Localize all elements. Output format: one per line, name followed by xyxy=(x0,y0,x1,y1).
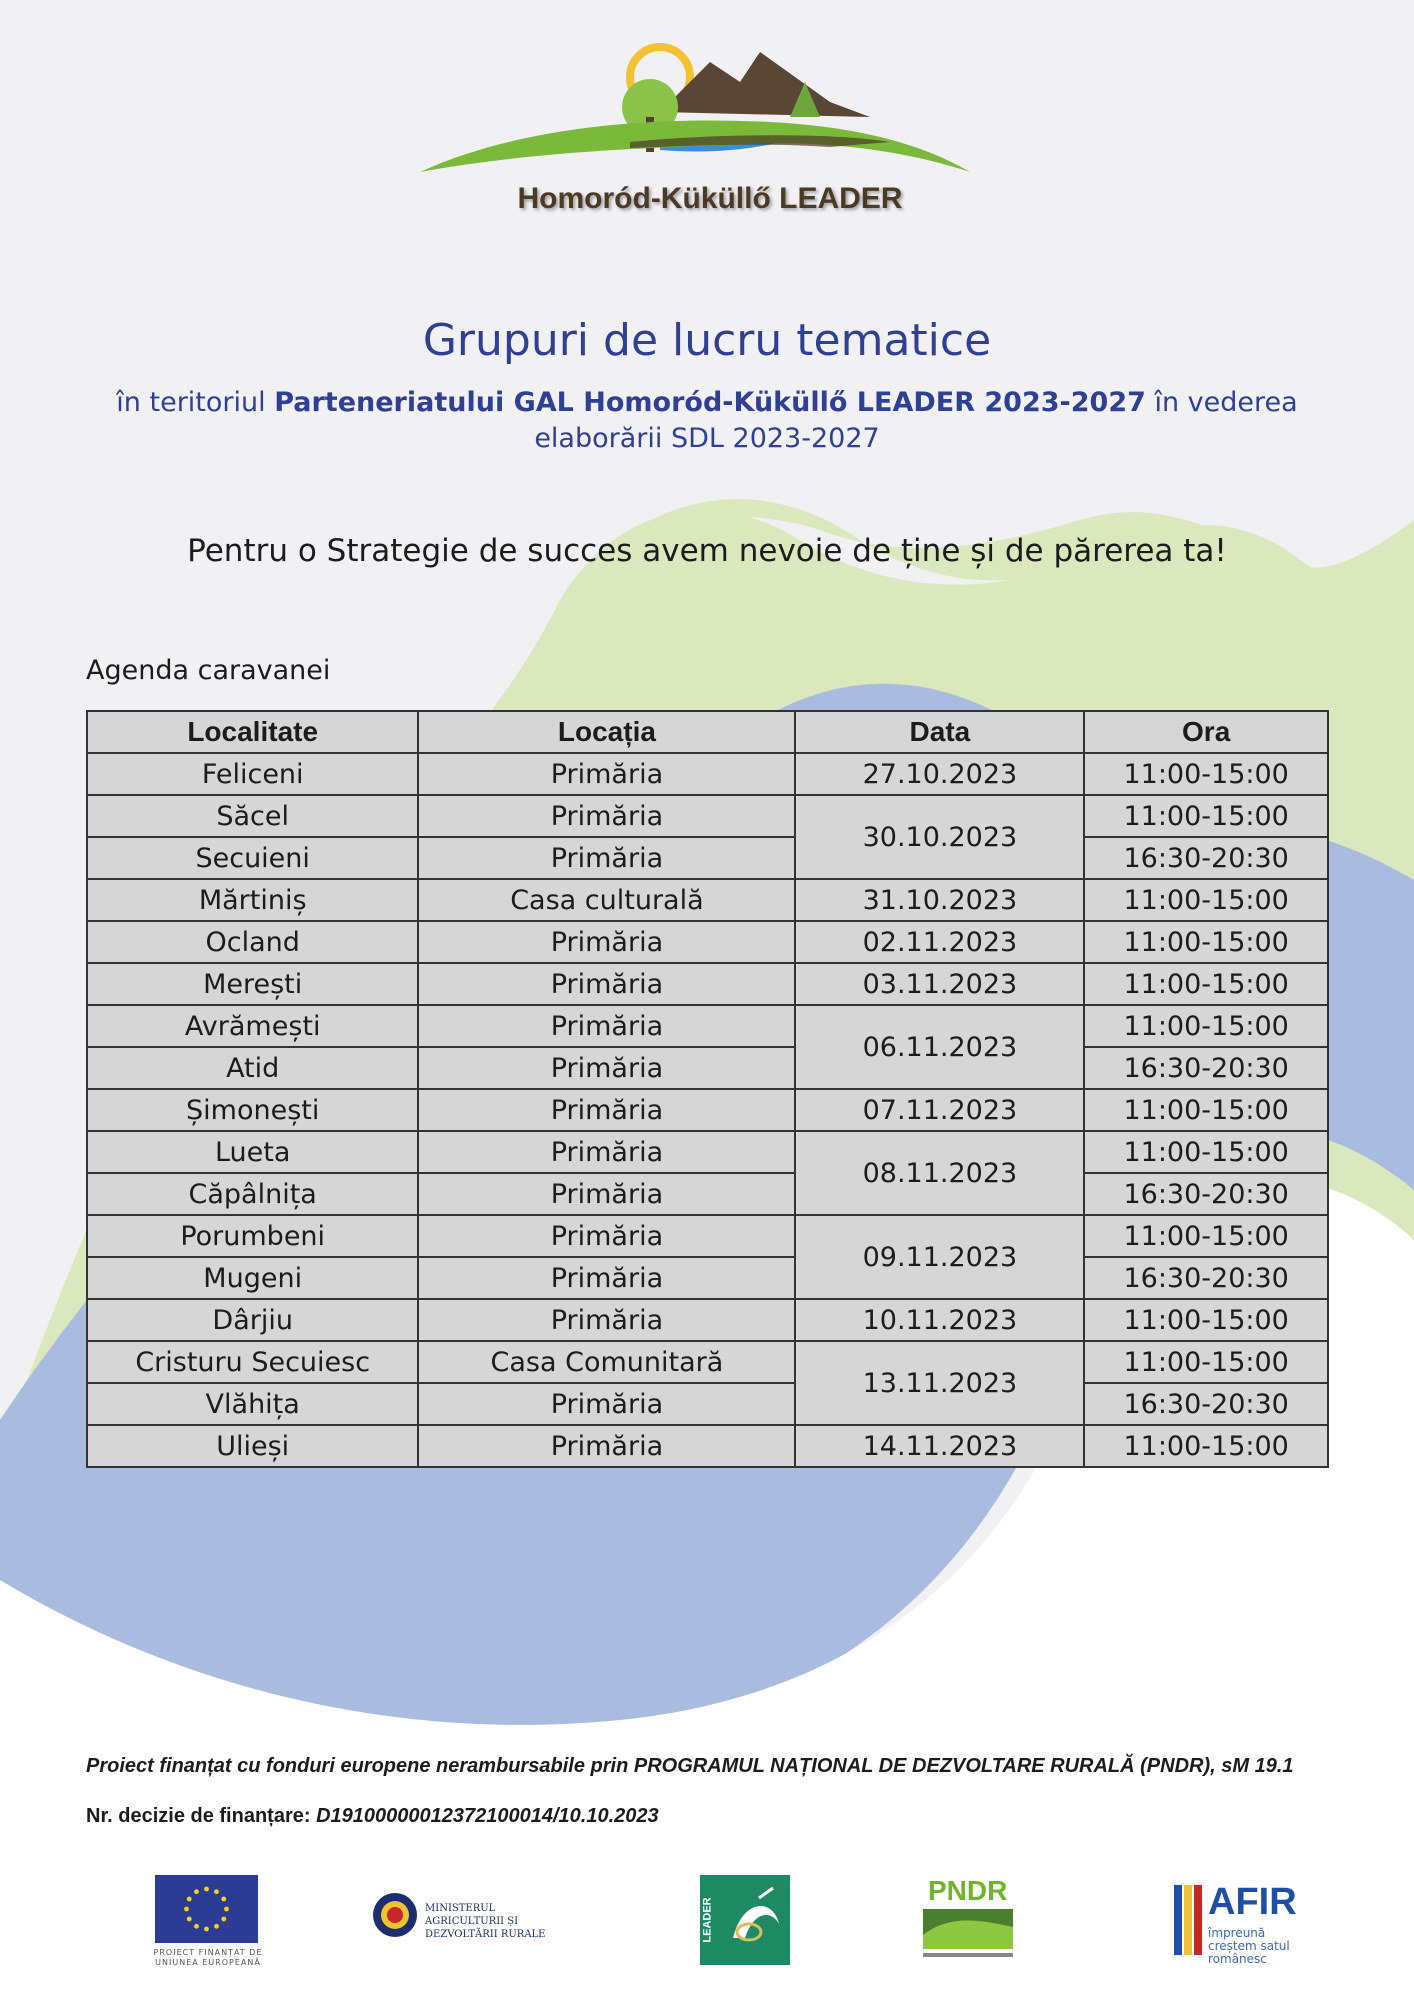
cell-locatia: Primăria xyxy=(418,1131,795,1173)
homorod-kukullo-leader-logo xyxy=(410,22,1010,237)
cell-ora: 11:00-15:00 xyxy=(1084,921,1328,963)
cell-locatia: Primăria xyxy=(418,795,795,837)
cell-data: 13.11.2023 xyxy=(795,1341,1084,1425)
cell-data: 31.10.2023 xyxy=(795,879,1084,921)
leader-text: LEADER xyxy=(701,1897,714,1943)
table-row xyxy=(87,837,1328,879)
cell-ora: 16:30-20:30 xyxy=(1084,1047,1328,1089)
cell-localitate: Căpâlnița xyxy=(87,1173,418,1215)
cell-localitate: Săcel xyxy=(87,795,418,837)
afir-slogan: împreună creștem satul românesc xyxy=(1208,1926,1290,1966)
cell-localitate: Dârjiu xyxy=(87,1299,418,1341)
cell-locatia: Primăria xyxy=(418,1173,795,1215)
cell-locatia: Primăria xyxy=(418,963,795,1005)
table-header-row xyxy=(87,711,1328,753)
cell-data: 02.11.2023 xyxy=(795,921,1084,963)
table-row xyxy=(87,1299,1328,1341)
slogan: Pentru o Strategie de succes avem nevoie de ține și de părerea ta! xyxy=(187,533,1227,569)
table-row xyxy=(87,1257,1328,1299)
subtitle-bold: Parteneriatului GAL Homoród-Küküllő LEADER 2023-2027 xyxy=(274,387,1146,418)
financing-decision xyxy=(86,1805,659,1828)
afir-text: AFIR xyxy=(1208,1881,1297,1923)
ministry-agriculture-logo xyxy=(370,1890,570,1944)
cell-ora: 16:30-20:30 xyxy=(1084,837,1328,879)
leader-logo xyxy=(700,1875,790,1965)
cell-ora: 11:00-15:00 xyxy=(1084,963,1328,1005)
cell-ora: 11:00-15:00 xyxy=(1084,1215,1328,1257)
header-data: Data xyxy=(795,711,1084,753)
cell-localitate: Secuieni xyxy=(87,837,418,879)
cell-locatia: Primăria xyxy=(418,1005,795,1047)
funding-note: Proiect finanțat cu fonduri europene nerambursabile prin PROGRAMUL NAȚIONAL DE DEZVOLTARE RURALĂ (PNDR), sM 19.1 xyxy=(86,1755,1294,1777)
cell-locatia: Primăria xyxy=(418,753,795,795)
table-row xyxy=(87,795,1328,837)
table-row xyxy=(87,879,1328,921)
table-row xyxy=(87,753,1328,795)
cell-ora: 11:00-15:00 xyxy=(1084,1089,1328,1131)
pndr-text: PNDR xyxy=(928,1875,1008,1906)
cell-data: 06.11.2023 xyxy=(795,1005,1084,1089)
cell-data: 30.10.2023 xyxy=(795,795,1084,879)
decision-label: Nr. decizie de finanțare: xyxy=(86,1805,317,1827)
cell-data: 09.11.2023 xyxy=(795,1215,1084,1299)
cell-localitate: Cristuru Secuiesc xyxy=(87,1341,418,1383)
table-row xyxy=(87,1131,1328,1173)
pndr-landscape-icon xyxy=(918,1875,1018,1965)
table-row xyxy=(87,921,1328,963)
cell-locatia: Primăria xyxy=(418,837,795,879)
cell-ora: 11:00-15:00 xyxy=(1084,879,1328,921)
cell-ora: 11:00-15:00 xyxy=(1084,1299,1328,1341)
eu-stars-icon xyxy=(155,1875,258,1943)
cell-localitate: Feliceni xyxy=(87,753,418,795)
page-subtitle xyxy=(70,385,1344,457)
cell-locatia: Primăria xyxy=(418,1383,795,1425)
cell-locatia: Primăria xyxy=(418,1425,795,1467)
cell-ora: 16:30-20:30 xyxy=(1084,1383,1328,1425)
cell-locatia: Casa culturală xyxy=(418,879,795,921)
leader-emblem-icon xyxy=(703,1878,787,1962)
subtitle-prefix: în teritoriul xyxy=(116,387,275,418)
cell-localitate: Avrămești xyxy=(87,1005,418,1047)
cell-ora: 11:00-15:00 xyxy=(1084,753,1328,795)
logo-graphic xyxy=(410,22,1010,192)
cell-data: 27.10.2023 xyxy=(795,753,1084,795)
table-row xyxy=(87,963,1328,1005)
ministry-text: MINISTERUL AGRICULTURII ȘI DEZVOLTĂRII RURALE xyxy=(425,1903,546,1940)
header-locatia: Locația xyxy=(418,711,795,753)
cell-ora: 11:00-15:00 xyxy=(1084,1341,1328,1383)
eu-flag-logo xyxy=(155,1875,258,1943)
cell-ora: 11:00-15:00 xyxy=(1084,795,1328,837)
cell-data: 14.11.2023 xyxy=(795,1425,1084,1467)
afir-logo xyxy=(1170,1875,1310,1965)
cell-data: 07.11.2023 xyxy=(795,1089,1084,1131)
cell-ora: 11:00-15:00 xyxy=(1084,1131,1328,1173)
table-row xyxy=(87,1383,1328,1425)
page-title: Grupuri de lucru tematice xyxy=(422,315,992,366)
subtitle-suffix: în vederea elaborării SDL 2023-2027 xyxy=(534,387,1298,454)
ministry-emblem-icon xyxy=(370,1890,420,1940)
table-row xyxy=(87,1005,1328,1047)
cell-ora: 16:30-20:30 xyxy=(1084,1173,1328,1215)
cell-localitate: Atid xyxy=(87,1047,418,1089)
cell-localitate: Mugeni xyxy=(87,1257,418,1299)
table-row xyxy=(87,1215,1328,1257)
cell-localitate: Șimonești xyxy=(87,1089,418,1131)
cell-data: 03.11.2023 xyxy=(795,963,1084,1005)
header-localitate: Localitate xyxy=(87,711,418,753)
cell-ora: 16:30-20:30 xyxy=(1084,1257,1328,1299)
cell-locatia: Primăria xyxy=(418,1299,795,1341)
cell-locatia: Primăria xyxy=(418,1215,795,1257)
table-row xyxy=(87,1047,1328,1089)
cell-localitate: Vlăhița xyxy=(87,1383,418,1425)
table-row xyxy=(87,1341,1328,1383)
agenda-label: Agenda caravanei xyxy=(86,655,331,686)
table-row xyxy=(87,1173,1328,1215)
cell-locatia: Primăria xyxy=(418,1089,795,1131)
table-row xyxy=(87,1425,1328,1467)
cell-locatia: Casa Comunitară xyxy=(418,1341,795,1383)
cell-localitate: Merești xyxy=(87,963,418,1005)
afir-wheat-icon xyxy=(1170,1875,1206,1965)
cell-locatia: Primăria xyxy=(418,1047,795,1089)
cell-ora: 11:00-15:00 xyxy=(1084,1425,1328,1467)
cell-localitate: Ulieși xyxy=(87,1425,418,1467)
schedule-table xyxy=(86,710,1329,1468)
cell-localitate: Mărtiniș xyxy=(87,879,418,921)
table-row xyxy=(87,1089,1328,1131)
eu-caption: PROIECT FINANȚAT DE UNIUNEA EUROPEANĂ xyxy=(153,1948,263,1967)
cell-locatia: Primăria xyxy=(418,921,795,963)
cell-data: 10.11.2023 xyxy=(795,1299,1084,1341)
cell-localitate: Ocland xyxy=(87,921,418,963)
decision-value: D19100000012372100014/10.10.2023 xyxy=(316,1805,659,1827)
cell-locatia: Primăria xyxy=(418,1257,795,1299)
mountain-icon xyxy=(660,52,870,117)
cell-ora: 11:00-15:00 xyxy=(1084,1005,1328,1047)
header-ora: Ora xyxy=(1084,711,1328,753)
logo-text: Homoród-Küküllő LEADER xyxy=(517,182,903,215)
pndr-logo xyxy=(918,1875,1018,1965)
cell-data: 08.11.2023 xyxy=(795,1131,1084,1215)
cell-localitate: Lueta xyxy=(87,1131,418,1173)
cell-localitate: Porumbeni xyxy=(87,1215,418,1257)
